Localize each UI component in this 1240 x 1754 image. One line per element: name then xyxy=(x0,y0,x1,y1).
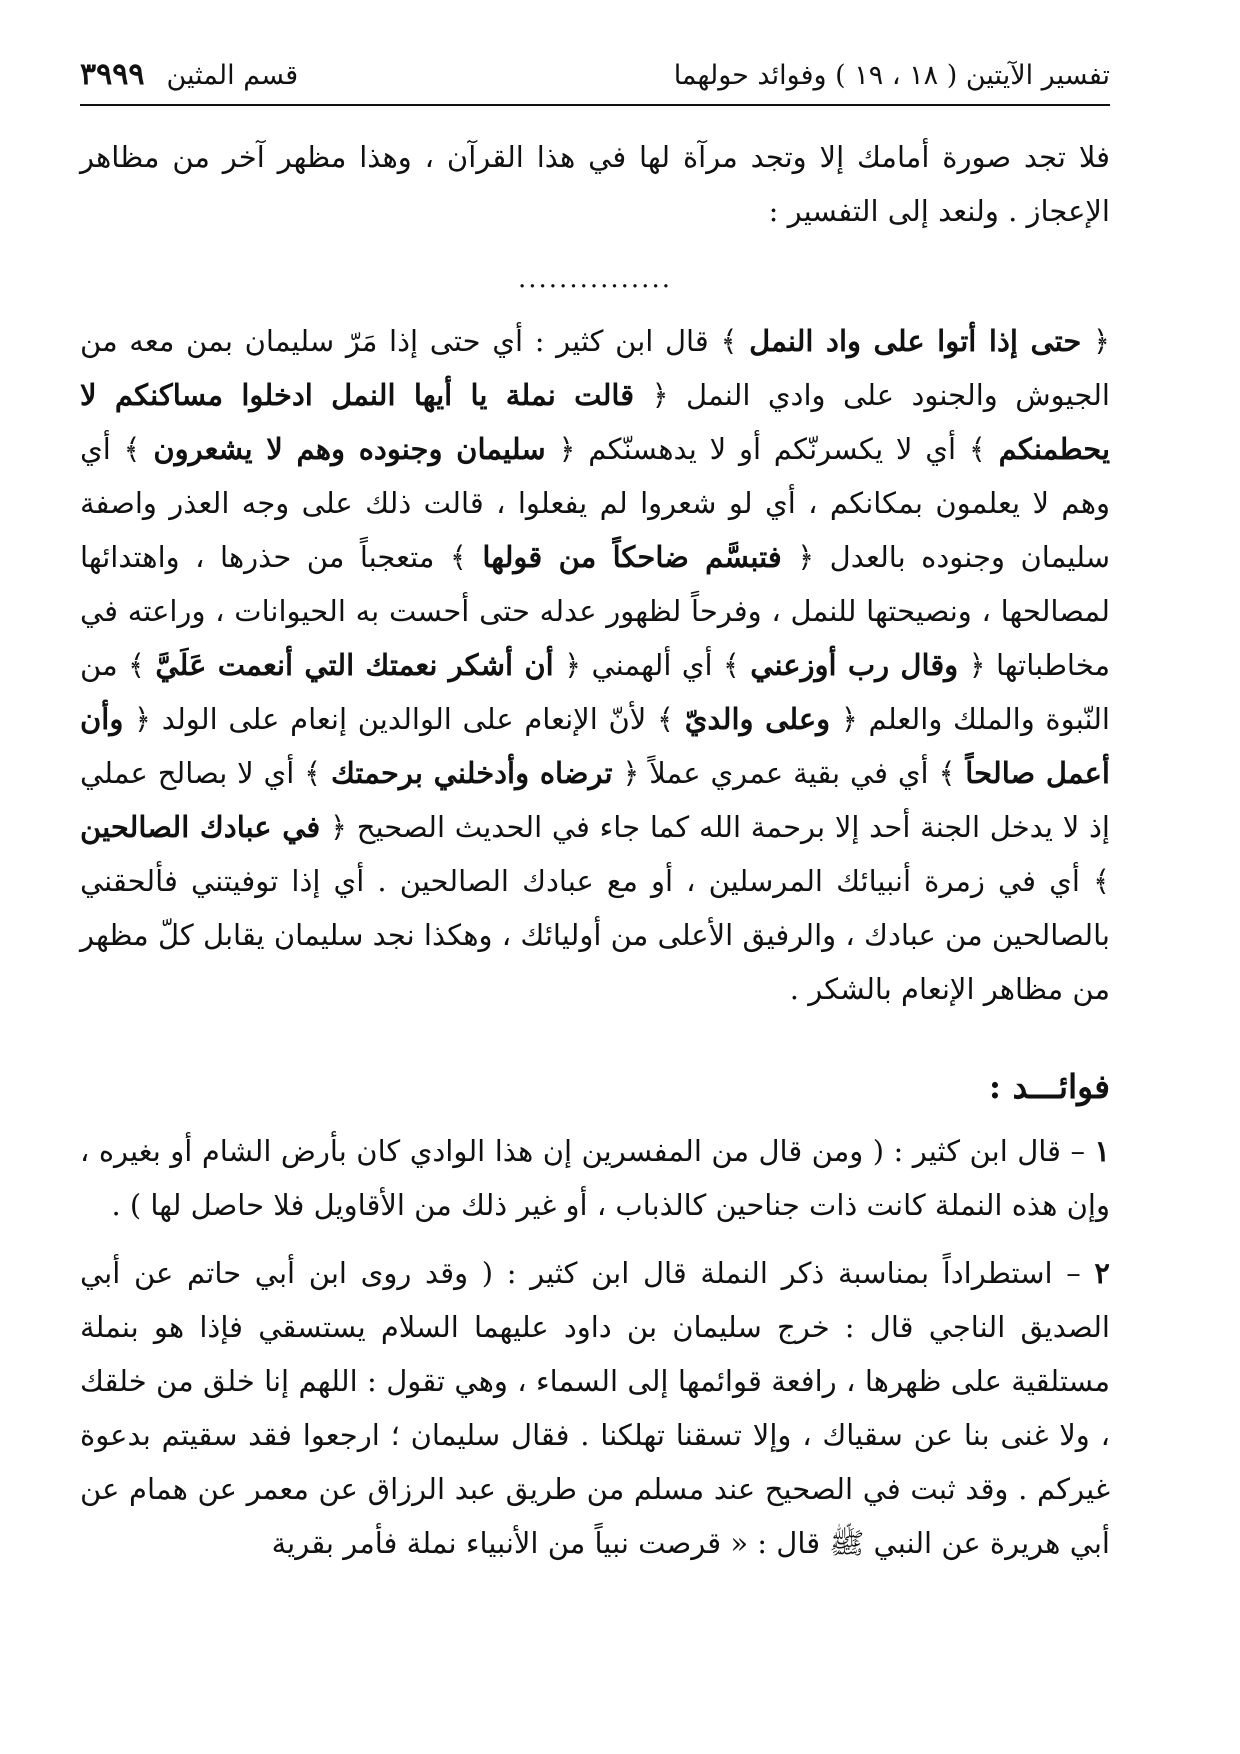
commentary-text: أي لا يكسرنّكم أو لا يدهسنّكم xyxy=(575,432,969,466)
quran-bracket-open: ﴿ xyxy=(1081,324,1110,358)
quran-quote: في عبادك الصالحين xyxy=(80,810,321,844)
quran-bracket-open: ﴿ xyxy=(781,540,815,574)
commentary-text: أي في بقية عمري عملاً xyxy=(639,756,939,790)
quran-quote: أن أشكر نعمتك التي أنعمت عَلَيَّ xyxy=(155,648,554,682)
benefits-heading: فوائـــد : xyxy=(988,1067,1110,1106)
commentary-text: أي وهم لا يعلمون بمكانكم ، أي لو شعروا لم يفعلوا ، قالت ذلك على وجه العذر واصفة سليمان وجنوده بالعدل xyxy=(80,432,1110,574)
quran-bracket-close: ﴾ xyxy=(657,702,685,736)
commentary-text: أي لا بصالح عملي إذ لا يدخل الجنة أحد إلا برحمة الله كما جاء في الحديث الصحيح xyxy=(80,756,1110,844)
commentary-text: من النّبوة والملك والعلم xyxy=(80,648,1110,736)
quran-bracket-close: ﴾ xyxy=(449,540,483,574)
commentary-text: لأنّ الإنعام على الوالدين إنعام على الولد xyxy=(151,702,657,736)
benefit-text: – استطراداً بمناسبة ذكر النملة قال ابن كثير : ( وقد روى ابن أبي حاتم عن أبي الصديق الناجي قال : خرج سليمان بن داود عليهما السلام يستسقي فإذا هو بنملة مستلقية على ظهرها ، رافعة قوائمها إلى السماء ، وهي تقول : اللهم إنا خلق من خلقك ، ولا غنى بنا عن سقياك ، وإلا تسقنا تهلكنا . فقال سليمان ؛ ارجعوا فقد سقيتم بدعوة غيركم . وقد ثبت في الصحيح عند مسلم من طريق عبد الرزاق عن معمر عن همام عن أبي هريرة عن النبي ﷺ قال : « قرصت نبياً من الأنبياء نملة فأمر بقرية xyxy=(80,1256,1110,1560)
quran-bracket-close: ﴾ xyxy=(123,432,154,466)
quran-bracket-open: ﴿ xyxy=(830,702,858,736)
book-page xyxy=(80,55,1110,1584)
quran-bracket-close: ﴾ xyxy=(722,648,751,682)
quran-bracket-close: ﴾ xyxy=(938,756,966,790)
quran-bracket-close: ﴾ xyxy=(304,756,331,790)
running-header xyxy=(80,55,1110,106)
quran-bracket-close: ﴾ xyxy=(720,324,750,358)
page-number: ٣٩٩٩ xyxy=(80,57,145,92)
benefit-item xyxy=(80,1246,1110,1570)
intro-paragraph: فلا تجد صورة أمامك إلا وتجد مرآة لها في هذا القرآن ، وهذا مظهر آخر من مظاهر الإعجاز . ولنعد إلى التفسير : xyxy=(80,140,1110,228)
running-title: تفسير الآيتين ( ١٨ ، ١٩ ) وفوائد حولهما xyxy=(673,60,1110,91)
commentary-text: متعجباً من حذرها ، واهتدائها لمصالحها ، ونصيحتها للنمل ، وفرحاً لظهور عدله حتى أحست به الحيوانات ، وراعته في مخاطباتها xyxy=(80,540,1110,682)
benefit-text: – قال ابن كثير : ( ومن قال من المفسرين إن هذا الوادي كان بأرض الشام أو بغيره ، وإن هذه النملة كانت ذات جناحين كالذباب ، أو غير ذلك من الأقاويل فلا حاصل لها ) . xyxy=(80,1134,1110,1222)
benefit-number: ١ xyxy=(1094,1134,1110,1168)
header-left xyxy=(80,55,298,96)
header-right xyxy=(674,56,1110,96)
quran-bracket-open: ﴿ xyxy=(634,378,669,412)
benefits-list xyxy=(80,1124,1110,1570)
quran-bracket-open: ﴿ xyxy=(320,810,348,844)
quran-quote: ترضاه وأدخلني برحمتك xyxy=(330,756,613,790)
quran-quote: سليمان وجنوده وهم لا يشعرون xyxy=(153,432,546,466)
quran-bracket-open: ﴿ xyxy=(958,648,986,682)
quran-quote: وقال رب أوزعني xyxy=(750,648,959,682)
quran-quote: قالت نملة يا أيها النمل ادخلوا مساكنكم لا يحطمنكم xyxy=(80,378,1111,466)
quran-quote: حتى إذا أتوا على واد النمل xyxy=(749,324,1082,358)
quran-quote: فتبسَّم ضاحكاً من قولها xyxy=(482,540,782,574)
quran-bracket-open: ﴿ xyxy=(123,702,152,736)
quran-bracket-close: ﴾ xyxy=(968,432,999,466)
section-separator: ............... xyxy=(518,264,672,294)
quran-bracket-close: ﴾ xyxy=(1093,864,1110,898)
quran-quote: وعلى والديّ xyxy=(684,702,831,736)
quran-quote: وأن أعمل صالحاً xyxy=(80,702,1110,790)
quran-bracket-close: ﴾ xyxy=(128,648,156,682)
benefit-number: ٢ xyxy=(1094,1256,1110,1290)
quran-bracket-open: ﴿ xyxy=(553,648,582,682)
section-name: قسم المثين xyxy=(166,60,299,91)
commentary-text: أي في زمرة أنبيائك المرسلين ، أو مع عبادك الصالحين . أي إذا توفيتني فألحقني بالصالحين من عبادك ، والرفيق الأعلى من أوليائك ، وهكذا نجد سليمان يقابل كلّ مظهر من مظاهر الإنعام بالشكر . xyxy=(80,864,1110,1006)
commentary-text: أي ألهمني xyxy=(581,648,723,682)
tafsir-paragraph xyxy=(80,314,1110,1016)
commentary-text: قال ابن كثير : أي حتى إذا مَرّ سليمان بمن معه من الجيوش والجنود على وادي النمل xyxy=(80,324,1110,412)
quran-bracket-open: ﴿ xyxy=(612,756,640,790)
quran-bracket-open: ﴿ xyxy=(545,432,576,466)
benefit-item xyxy=(80,1124,1110,1232)
